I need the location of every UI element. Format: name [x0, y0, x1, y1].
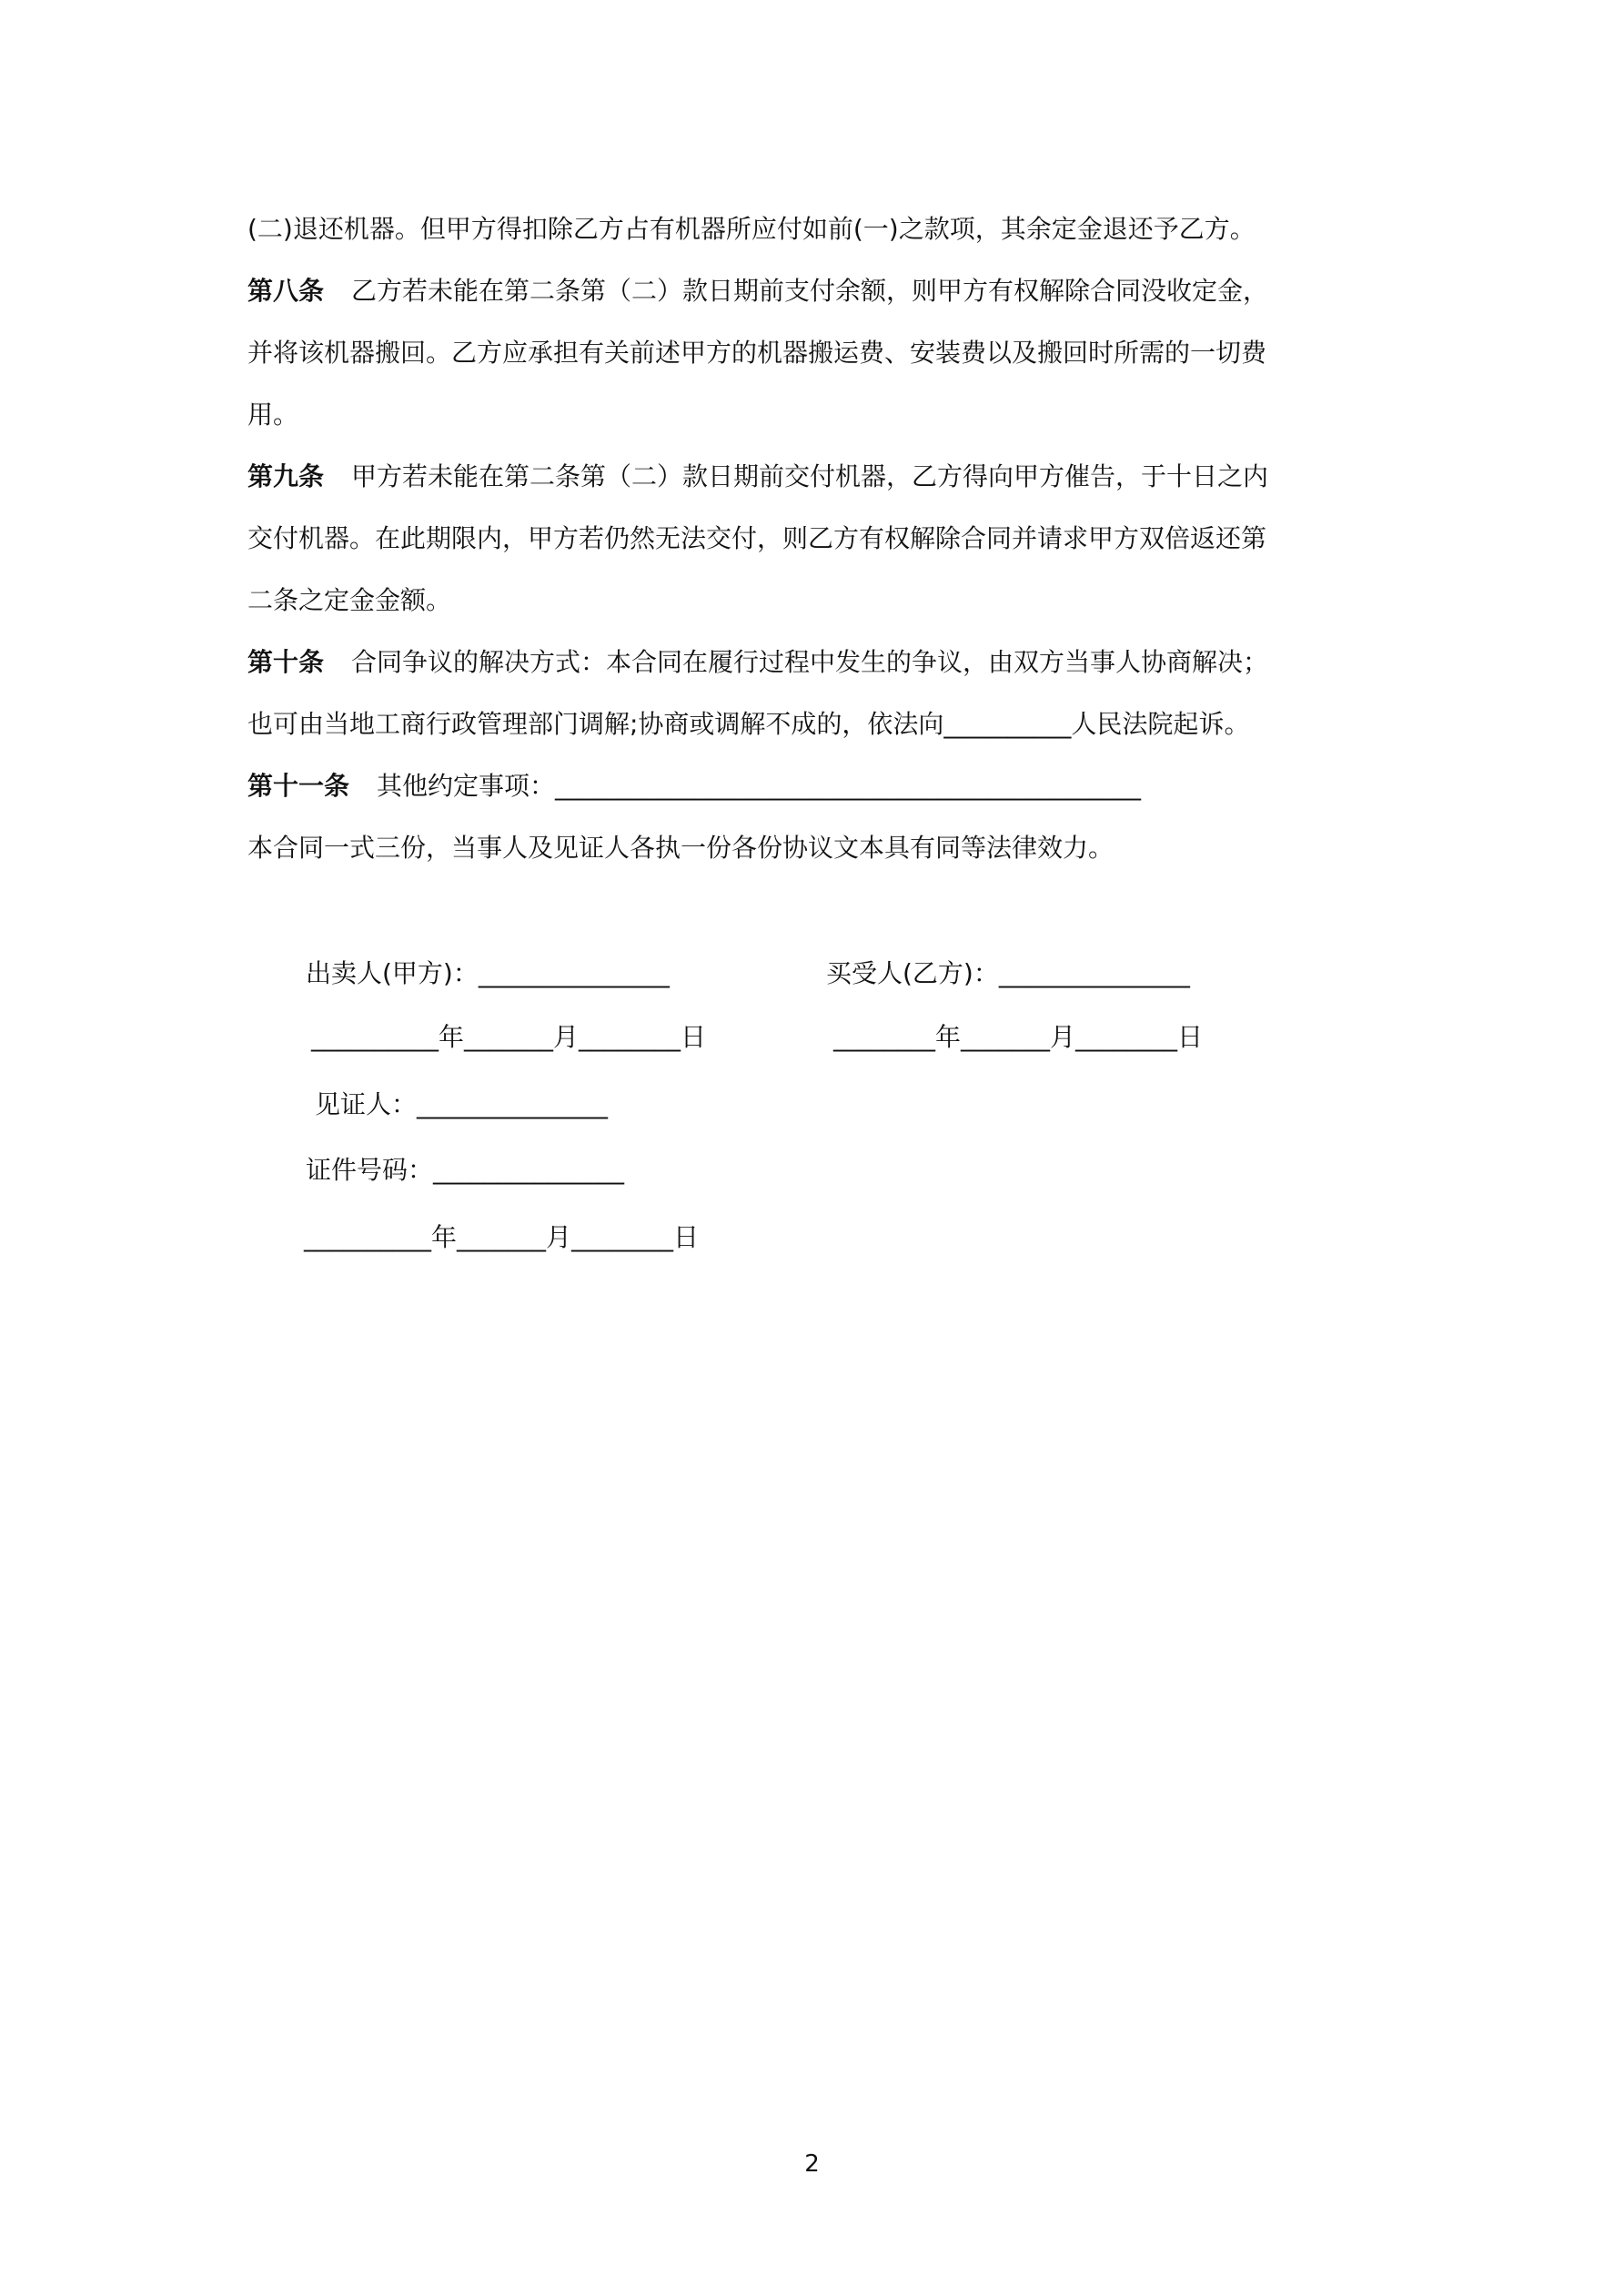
id-number-line: 证件号码：_______________ [306, 1155, 625, 1185]
article-8-line-2: 并将该机器搬回。乙方应承担有关前述甲方的机器搬运费、安装费以及搬回时所需的一切费 [247, 338, 1267, 368]
article-11-line-1: 第十一条 其他约定事项：______________________________________________ [247, 771, 1142, 801]
page-number: 2 [804, 2150, 820, 2178]
article-10-heading: 第十条 [247, 647, 325, 677]
witness-date-line: __________年_______月________日 [304, 1222, 700, 1252]
closing-statement: 本合同一式三份，当事人及见证人各执一份各份协议文本具有同等法律效力。 [247, 833, 1115, 863]
witness-line: 见证人：_______________ [315, 1089, 609, 1119]
buyer-date-line: ________年_______月________日 [833, 1022, 1204, 1052]
article-10-line-2: 也可由当地工商行政管理部门调解;协商或调解不成的，依法向__________人民法院起诉。 [247, 709, 1250, 739]
article-9-heading: 第九条 [247, 461, 325, 491]
article-9-line-3: 二条之定金金额。 [247, 585, 452, 615]
article-8-line-1: 第八条 乙方若未能在第二条第（二）款日期前支付余额，则甲方有权解除合同没收定金， [247, 276, 1269, 306]
article-10-line-1: 第十条 合同争议的解决方式：本合同在履行过程中发生的争议，由双方当事人协商解决； [247, 647, 1269, 677]
article-8-line-3: 用。 [247, 400, 299, 430]
paragraph-return-machine: (二)退还机器。但甲方得扣除乙方占有机器所应付如前(一)之款项，其余定金退还予乙方。 [247, 214, 1256, 244]
seller-date-line: __________年_______月________日 [311, 1022, 707, 1052]
article-8-heading: 第八条 [247, 276, 325, 306]
buyer-signature-line: 买受人(乙方)：_______________ [826, 958, 1190, 988]
article-9-line-1: 第九条 甲方若未能在第二条第（二）款日期前交付机器，乙方得向甲方催告，于十日之内 [247, 461, 1269, 491]
article-11-heading: 第十一条 [247, 771, 350, 801]
article-9-line-2: 交付机器。在此期限内，甲方若仍然无法交付，则乙方有权解除合同并请求甲方双倍返还第 [247, 523, 1267, 553]
seller-signature-line: 出卖人(甲方)：_______________ [306, 958, 670, 988]
